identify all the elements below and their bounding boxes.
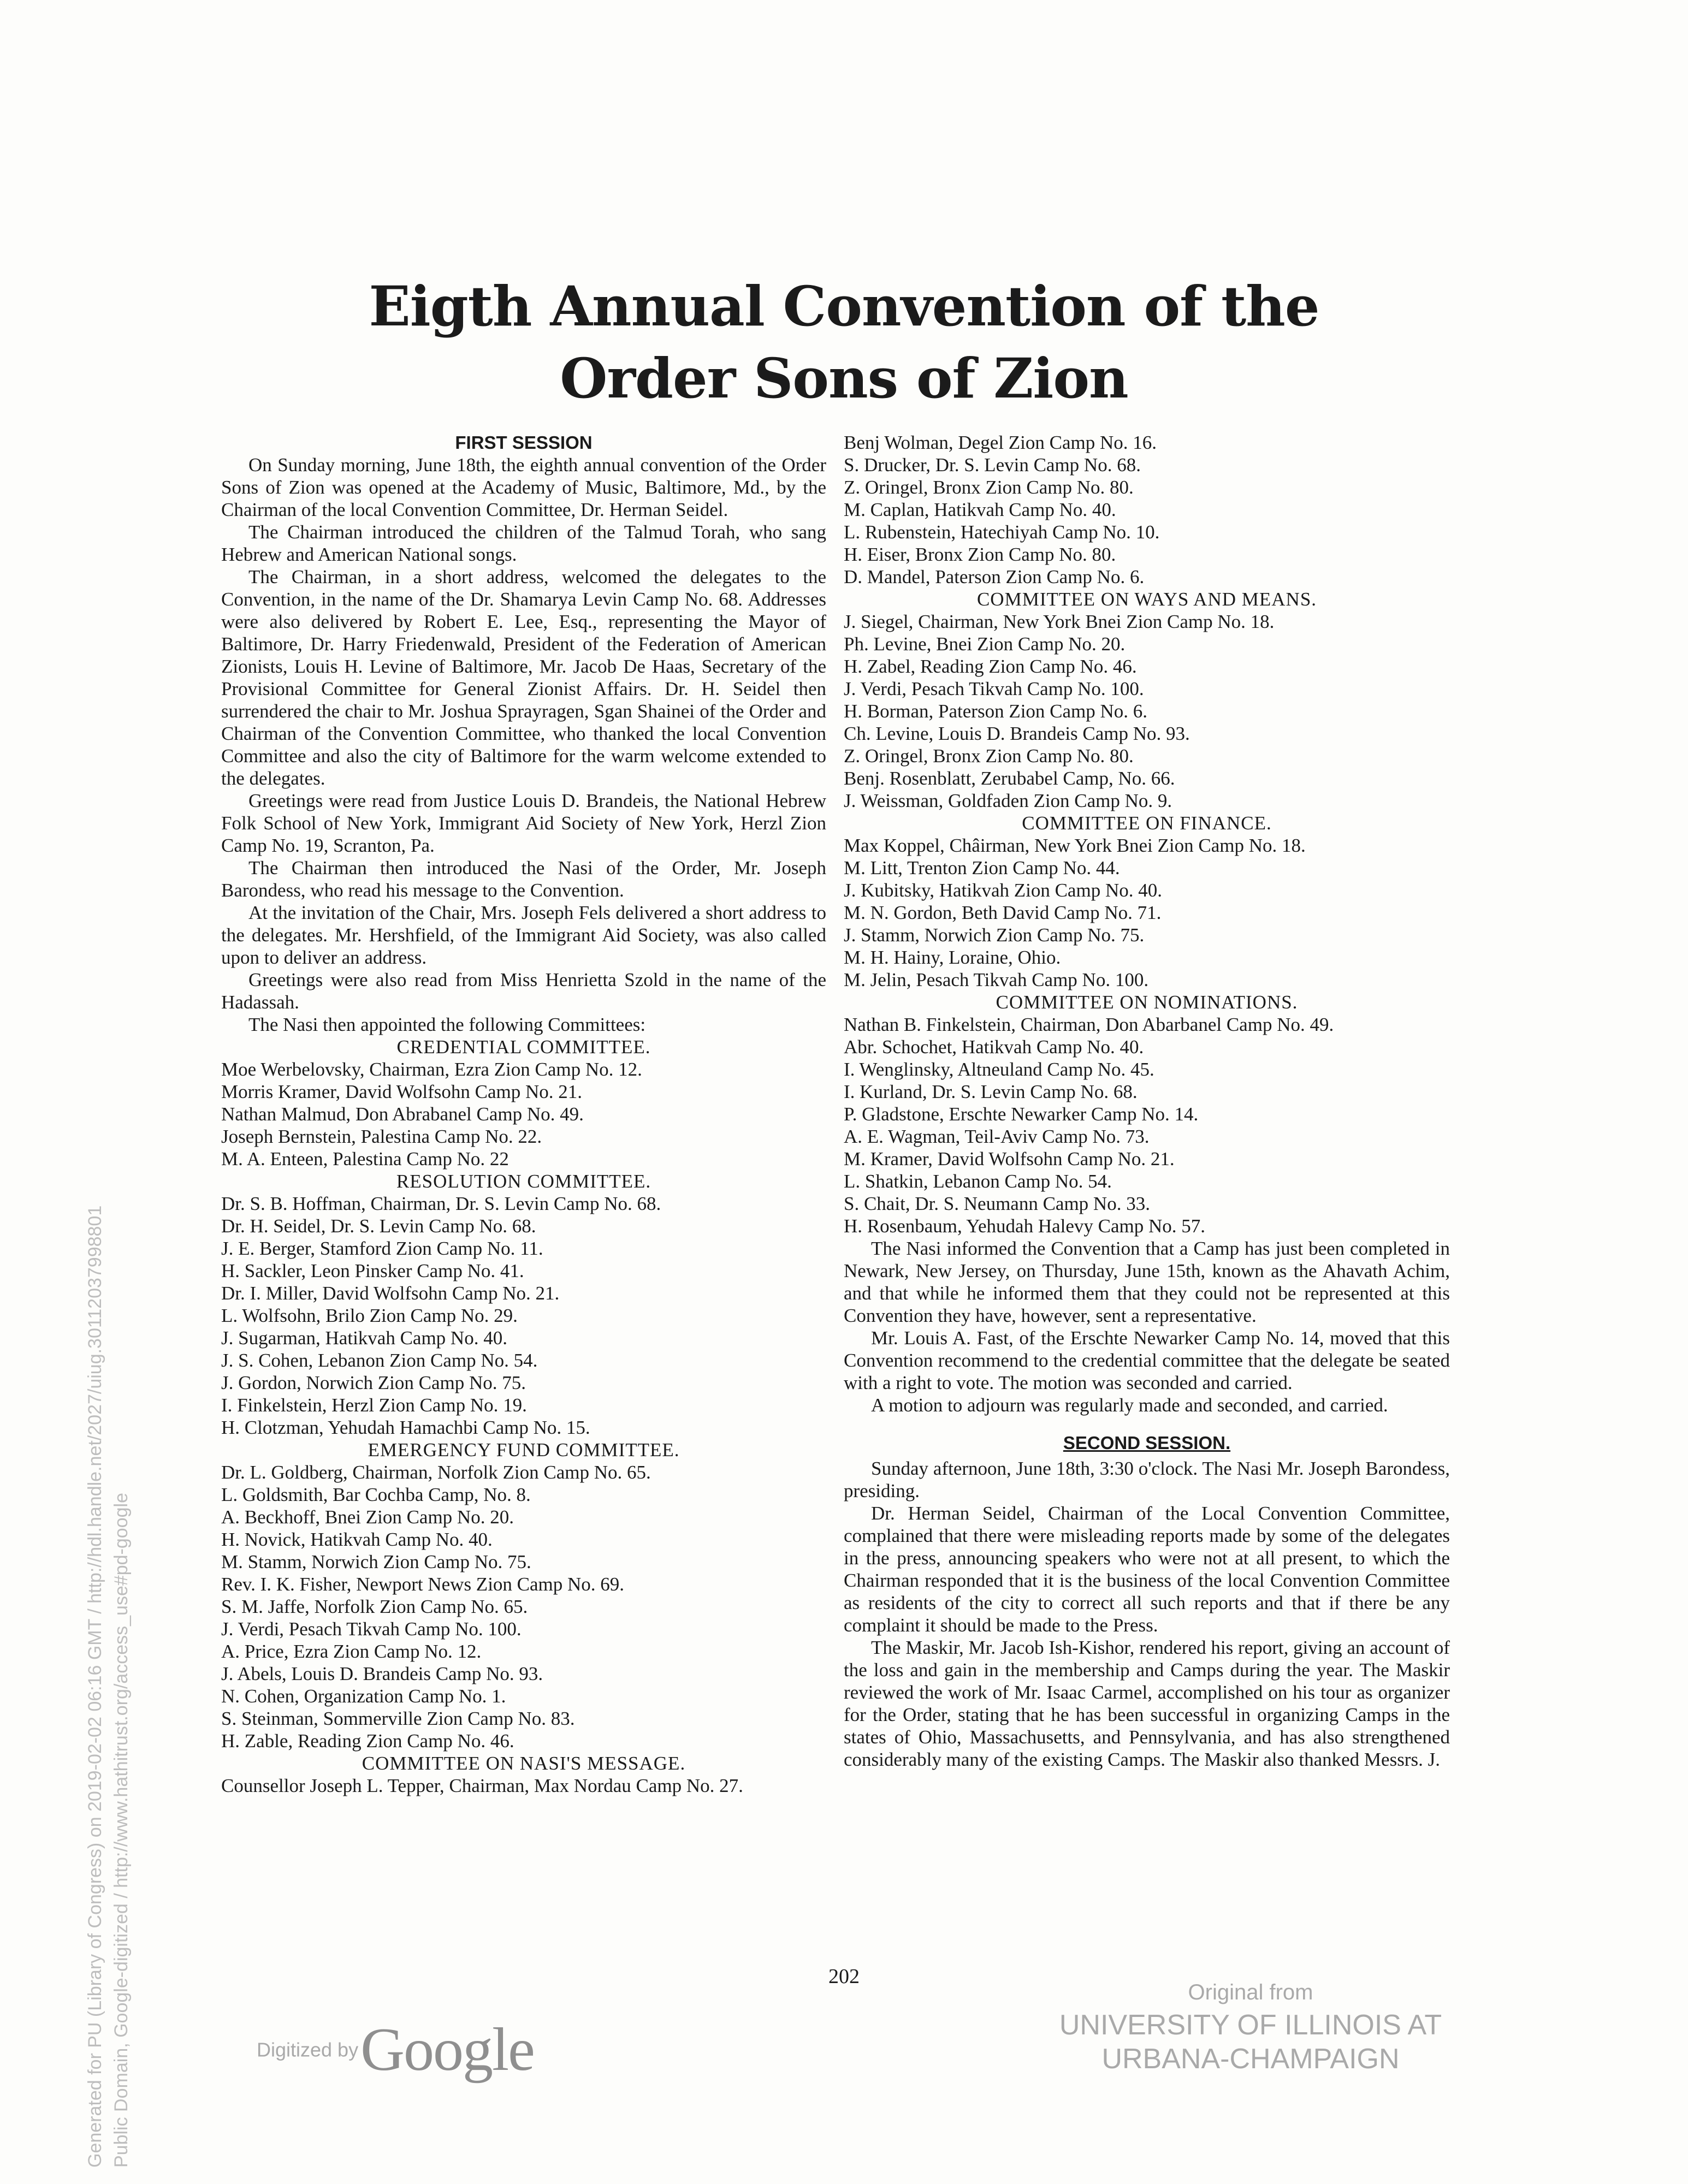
page-number: 202 [828, 1965, 860, 1988]
committee-member: S. Drucker, Dr. S. Levin Camp No. 68. [844, 454, 1141, 476]
committee-heading: CREDENTIAL COMMITTEE. [396, 1036, 651, 1058]
committee-member: Benj Wolman, Degel Zion Camp No. 16. [844, 432, 1157, 453]
institution-name-line-1: UNIVERSITY OF ILLINOIS AT [1059, 2009, 1442, 2041]
committee-member: Joseph Bernstein, Palestina Camp No. 22. [221, 1126, 542, 1147]
committee-member: H. Sackler, Leon Pinsker Camp No. 41. [221, 1260, 524, 1281]
hathitrust-side-stamp [82, 1206, 134, 2168]
committee-member: Abr. Schochet, Hatikvah Camp No. 40. [844, 1036, 1144, 1058]
committee-heading: COMMITTEE ON NASI'S MESSAGE. [362, 1753, 686, 1774]
side-stamp-line-2: Public Domain, Google-digitized / http://www.hathitrust.org/access_use#pd-google [111, 1492, 132, 2168]
left-column [221, 431, 826, 1797]
second-session-heading-text: SECOND SESSION. [1063, 1433, 1231, 1453]
paragraph: Dr. Herman Seidel, Chairman of the Local Convention Committee, complained that there were misleading reports made by some of the delegates in the press, announcing speakers who were not at all present, to which the Chairman responded that it is the business of the local Convention Committee as residents of the city to correct all such reports and that if there be any complaint it should be made to the Press. [844, 1503, 1450, 1636]
first-session-heading: FIRST SESSION [455, 432, 593, 453]
paragraph: A motion to adjourn was regularly made and seconded, and carried. [871, 1394, 1388, 1416]
paragraph: Greetings were read from Justice Louis D. Brandeis, the National Hebrew Folk School of New York, Immigrant Aid Society of New York, Herzl Zion Camp No. 19, Scranton, Pa. [221, 790, 826, 856]
committee-member: J. Verdi, Pesach Tikvah Camp No. 100. [844, 678, 1144, 699]
paragraph: On Sunday morning, June 18th, the eighth annual convention of the Order Sons of Zion was opened at the Academy of Music, Baltimore, Md., by the Chairman of the local Convention Committee, Dr. Herman Seidel. [221, 454, 826, 520]
committee-member: S. M. Jaffe, Norfolk Zion Camp No. 65. [221, 1596, 528, 1617]
paragraph: The Maskir, Mr. Jacob Ish-Kishor, rendered his report, giving an account of the loss and gain in the membership and Camps during the year. The Maskir reviewed the work of Mr. Isaac Carmel, accomplished on his tour as organizer for the Order, stating that he has been successful in organizing Camps in the states of Ohio, Massachusetts, and Pennsylvania, and has also strengthened considerably many of the existing Camps. The Maskir also thanked Messrs. J. [844, 1637, 1450, 1770]
google-logo: Google [360, 2016, 534, 2084]
committee-heading: COMMITTEE ON NOMINATIONS. [996, 992, 1298, 1013]
committee-member: L. Rubenstein, Hatechiyah Camp No. 10. [844, 521, 1160, 543]
paragraph: The Nasi informed the Convention that a Camp has just been completed in Newark, New Jersey, on Thursday, June 15th, known as the Ahavath Achim, and that while he informed them that they could not be represented at this Convention they have, however, sent a representative. [844, 1238, 1450, 1326]
right-column [844, 431, 1450, 1771]
paragraph: The Chairman then introduced the Nasi of the Order, Mr. Joseph Barondess, who read his message to the Convention. [221, 857, 826, 901]
committee-member: Ph. Levine, Bnei Zion Camp No. 20. [844, 633, 1126, 655]
committee-member: L. Goldsmith, Bar Cochba Camp, No. 8. [221, 1484, 531, 1505]
committee-member: I. Wenglinsky, Altneuland Camp No. 45. [844, 1059, 1154, 1080]
committee-member: L. Shatkin, Lebanon Camp No. 54. [844, 1171, 1112, 1192]
committee-member: Dr. L. Goldberg, Chairman, Norfolk Zion Camp No. 65. [221, 1462, 651, 1483]
committee-member: S. Steinman, Sommerville Zion Camp No. 83. [221, 1708, 575, 1729]
committee-member: Dr. S. B. Hoffman, Chairman, Dr. S. Levin Camp No. 68. [221, 1193, 661, 1214]
committee-member: Counsellor Joseph L. Tepper, Chairman, Max Nordau Camp No. 27. [221, 1775, 743, 1796]
committee-member: H. Rosenbaum, Yehudah Halevy Camp No. 57. [844, 1215, 1206, 1237]
committee-member: Nathan B. Finkelstein, Chairman, Don Abarbanel Camp No. 49. [844, 1014, 1334, 1035]
committee-member: Z. Oringel, Bronx Zion Camp No. 80. [844, 477, 1134, 498]
paragraph: The Chairman introduced the children of the Talmud Torah, who sang Hebrew and American National songs. [221, 521, 826, 565]
institution-name-line-2: URBANA-CHAMPAIGN [1101, 2043, 1400, 2075]
committee-member: M. Caplan, Hatikvah Camp No. 40. [844, 499, 1116, 520]
article-title [0, 270, 1688, 414]
committee-member: A. Beckhoff, Bnei Zion Camp No. 20. [221, 1506, 514, 1528]
committee-member: L. Wolfsohn, Brilo Zion Camp No. 29. [221, 1305, 518, 1326]
committee-member: P. Gladstone, Erschte Newarker Camp No. 14. [844, 1103, 1199, 1125]
committee-member: A. Price, Ezra Zion Camp No. 12. [221, 1641, 482, 1662]
title-line-2: Order Sons of Zion [560, 346, 1128, 411]
committee-member: M. Kramer, David Wolfsohn Camp No. 21. [844, 1148, 1175, 1170]
committee-member: M. A. Enteen, Palestina Camp No. 22 [221, 1148, 509, 1170]
committee-heading: EMERGENCY FUND COMMITTEE. [368, 1439, 680, 1461]
committee-member: M. Litt, Trenton Zion Camp No. 44. [844, 857, 1120, 879]
committee-member: J. Kubitsky, Hatikvah Zion Camp No. 40. [844, 880, 1162, 901]
committee-member: M. N. Gordon, Beth David Camp No. 71. [844, 902, 1162, 923]
committee-member: Z. Oringel, Bronx Zion Camp No. 80. [844, 745, 1134, 767]
second-session-heading [844, 1432, 1450, 1454]
committee-member: Nathan Malmud, Don Abrabanel Camp No. 49. [221, 1103, 584, 1125]
committee-heading: COMMITTEE ON WAYS AND MEANS. [976, 589, 1317, 610]
committee-member: N. Cohen, Organization Camp No. 1. [221, 1686, 506, 1707]
paragraph: Sunday afternoon, June 18th, 3:30 o'clock. The Nasi Mr. Joseph Barondess, presiding. [844, 1458, 1450, 1502]
committee-member: D. Mandel, Paterson Zion Camp No. 6. [844, 566, 1145, 587]
paragraph: At the invitation of the Chair, Mrs. Joseph Fels delivered a short address to the delegates. Mr. Hershfield, of the Immigrant Aid Society, was also called upon to deliver an address. [221, 902, 826, 968]
committee-member: H. Novick, Hatikvah Camp No. 40. [221, 1529, 493, 1550]
committee-member: Benj. Rosenblatt, Zerubabel Camp, No. 66. [844, 768, 1175, 789]
committee-heading: RESOLUTION COMMITTEE. [396, 1171, 651, 1192]
committee-member: M. H. Hainy, Loraine, Ohio. [844, 947, 1061, 968]
committee-heading: COMMITTEE ON FINANCE. [1022, 812, 1272, 834]
digitized-by-google [257, 2015, 534, 2085]
committee-member: J. Siegel, Chairman, New York Bnei Zion Camp No. 18. [844, 611, 1275, 632]
paragraph: The Chairman, in a short address, welcomed the delegates to the Convention, in the name of the Dr. Shamarya Levin Camp No. 68. Addresses were also delivered by Robert E. Lee, Esq., representing the Mayor of Baltimore, Dr. Harry Friedenwald, President of the Federation of American Zionists, Louis H. Levine of Baltimore, Mr. Jacob De Haas, Secretary of the Provisional Committee for General Zionist Affairs. Dr. H. Seidel then surrendered the chair to Mr. Joshua Sprayragen, Sgan Shainei of the Order and Chairman of the Convention Committee, who thanked the local Convention Committee and also the city of Baltimore for the warm welcome extended to the delegates. [221, 566, 826, 789]
title-line-1: Eigth Annual Convention of the [369, 274, 1319, 339]
committee-member: H. Zable, Reading Zion Camp No. 46. [221, 1730, 514, 1752]
committee-member: J. Weissman, Goldfaden Zion Camp No. 9. [844, 790, 1172, 811]
committee-member: Moe Werbelovsky, Chairman, Ezra Zion Camp No. 12. [221, 1059, 642, 1080]
side-stamp-line-1: Generated for PU (Library of Congress) on 2019-02-02 06:16 GMT / http://hdl.handle.net/2027/uiug.30112037998801 [85, 1205, 105, 2168]
committee-member: J. E. Berger, Stamford Zion Camp No. 11. [221, 1238, 543, 1259]
committee-member: Ch. Levine, Louis D. Brandeis Camp No. 93. [844, 723, 1190, 744]
committee-member: J. Abels, Louis D. Brandeis Camp No. 93. [221, 1663, 543, 1684]
committee-member: I. Finkelstein, Herzl Zion Camp No. 19. [221, 1394, 527, 1416]
committee-member: Rev. I. K. Fisher, Newport News Zion Camp No. 69. [221, 1574, 625, 1595]
digitized-by-label: Digitized by [257, 2038, 359, 2061]
committee-member: J. Verdi, Pesach Tikvah Camp No. 100. [221, 1618, 522, 1640]
committee-member: Morris Kramer, David Wolfsohn Camp No. 21. [221, 1081, 583, 1102]
committee-member: M. Stamm, Norwich Zion Camp No. 75. [221, 1551, 531, 1572]
committee-member: J. S. Cohen, Lebanon Zion Camp No. 54. [221, 1350, 538, 1371]
committee-member: H. Borman, Paterson Zion Camp No. 6. [844, 701, 1148, 722]
original-from-attribution [1038, 1977, 1464, 2076]
committee-member: Dr. H. Seidel, Dr. S. Levin Camp No. 68. [221, 1215, 536, 1237]
committee-member: H. Eiser, Bronx Zion Camp No. 80. [844, 544, 1116, 565]
committee-member: J. Sugarman, Hatikvah Camp No. 40. [221, 1327, 507, 1349]
committee-member: Max Koppel, Châirman, New York Bnei Zion Camp No. 18. [844, 835, 1306, 856]
committee-member: J. Stamm, Norwich Zion Camp No. 75. [844, 924, 1145, 946]
committee-member: M. Jelin, Pesach Tikvah Camp No. 100. [844, 969, 1149, 990]
committee-member: H. Clotzman, Yehudah Hamachbi Camp No. 15. [221, 1417, 590, 1438]
committee-member: J. Gordon, Norwich Zion Camp No. 75. [221, 1372, 526, 1393]
paragraph: Mr. Louis A. Fast, of the Erschte Newarker Camp No. 14, moved that this Convention recommend to the credential committee that the delegate be seated with a right to vote. The motion was seconded and carried. [844, 1327, 1450, 1393]
paragraph: Greetings were also read from Miss Henrietta Szold in the name of the Hadassah. [221, 969, 826, 1013]
committee-member: H. Zabel, Reading Zion Camp No. 46. [844, 656, 1137, 677]
original-from-label: Original from [1188, 1980, 1313, 2004]
committee-member: Dr. I. Miller, David Wolfsohn Camp No. 21. [221, 1283, 560, 1304]
committee-member: I. Kurland, Dr. S. Levin Camp No. 68. [844, 1081, 1138, 1102]
paragraph: The Nasi then appointed the following Committees: [248, 1014, 646, 1035]
committee-member: S. Chait, Dr. S. Neumann Camp No. 33. [844, 1193, 1150, 1214]
committee-member: A. E. Wagman, Teil-Aviv Camp No. 73. [844, 1126, 1150, 1147]
